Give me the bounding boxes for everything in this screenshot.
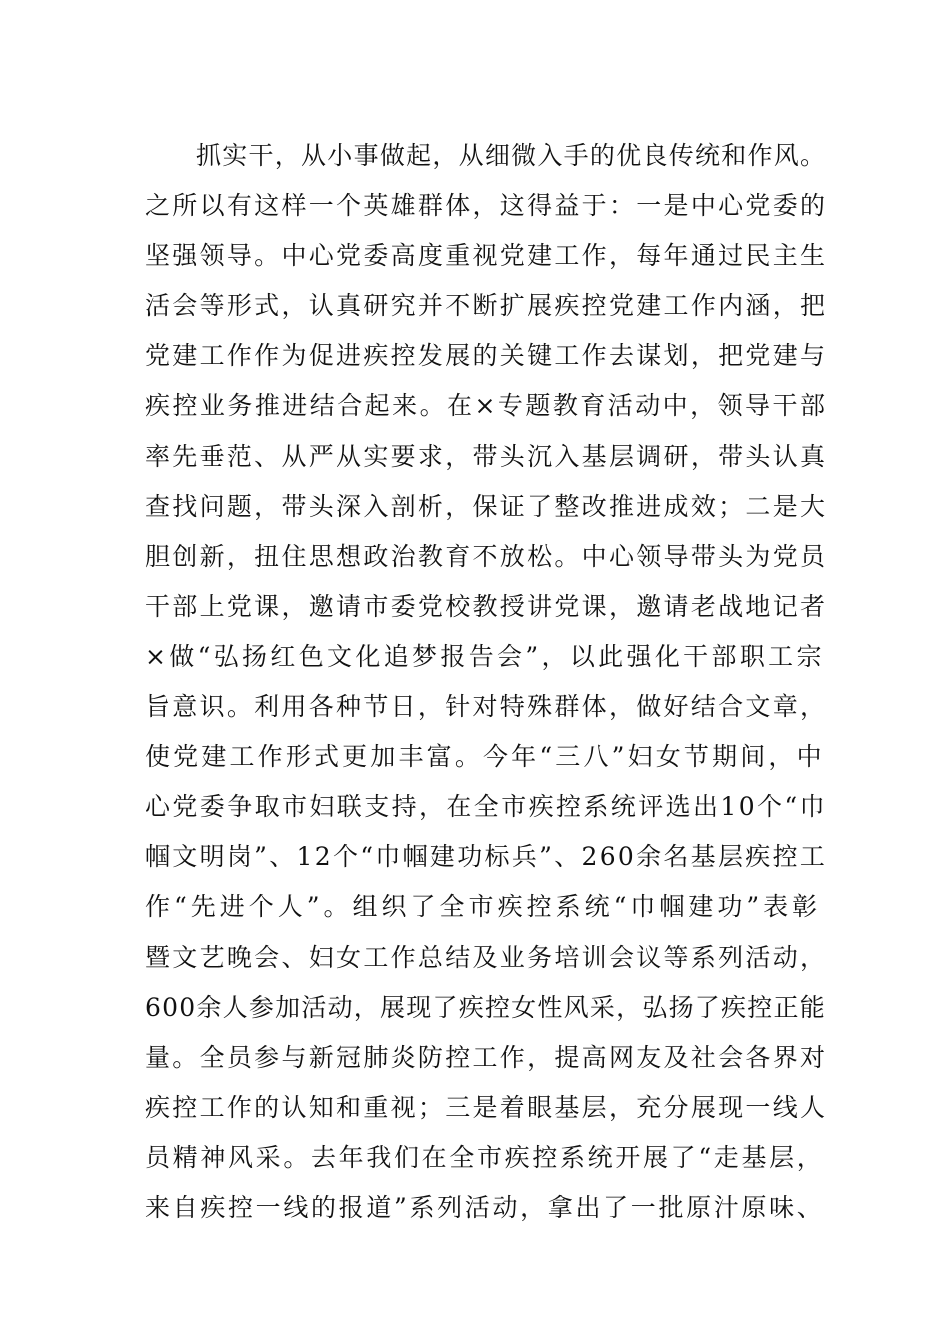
text-line: 600余人参加活动，展现了疾控女性风采，弘扬了疾控正能 [145,992,826,1022]
text-line: 量。全员参与新冠肺炎防控工作，提高网友及社会各界对 [145,1042,828,1072]
text-line: 疾控工作的认知和重视；三是着眼基层，充分展现一线人 [145,1092,828,1122]
text-line: 疾控业务推进结合起来。在×专题教育活动中，领导干部 [145,391,828,421]
text-line: 之所以有这样一个英雄群体，这得益于：一是中心党委的 [145,191,828,221]
text-line: 暨文艺晚会、妇女工作总结及业务培训会议等系列活动， [145,942,828,972]
text-line: 干部上党课，邀请市委党校教授讲党课，邀请老战地记者 [145,591,828,621]
text-line: 来自疾控一线的报道”系列活动，拿出了一批原汁原味、 [145,1192,825,1222]
text-line: 员精神风采。去年我们在全市疾控系统开展了“走基层， [145,1142,825,1172]
text-line: 旨意识。利用各种节日，针对特殊群体，做好结合文章， [145,692,828,722]
text-line: 党建工作作为促进疾控发展的关键工作去谋划，把党建与 [145,341,828,371]
text-line: 胆创新，扭住思想政治教育不放松。中心领导带头为党员 [145,541,828,571]
text-line: 坚强领导。中心党委高度重视党建工作，每年通过民主生 [145,241,828,271]
text-line: 查找问题，带头深入剖析，保证了整改推进成效；二是大 [145,491,828,521]
text-line: 心党委争取市妇联支持，在全市疾控系统评选出10个“巾 [145,792,827,822]
text-line: 作“先进个人”。组织了全市疾控系统“巾帼建功”表彰 [145,892,822,922]
text-line: 抓实干，从小事做起，从细微入手的优良传统和作风。 [196,141,827,170]
body-text [145,131,828,1233]
text-line: 帼文明岗”、12个“巾帼建功标兵”、260余名基层疾控工 [145,842,828,872]
text-line: 率先垂范、从严从实要求，带头沉入基层调研，带头认真 [145,441,828,471]
text-line: ×做“弘扬红色文化追梦报告会”，以此强化干部职工宗 [145,641,825,671]
text-line: 活会等形式，认真研究并不断扩展疾控党建工作内涵，把 [145,291,828,321]
text-line: 使党建工作形式更加丰富。今年“三八”妇女节期间，中 [145,742,825,772]
